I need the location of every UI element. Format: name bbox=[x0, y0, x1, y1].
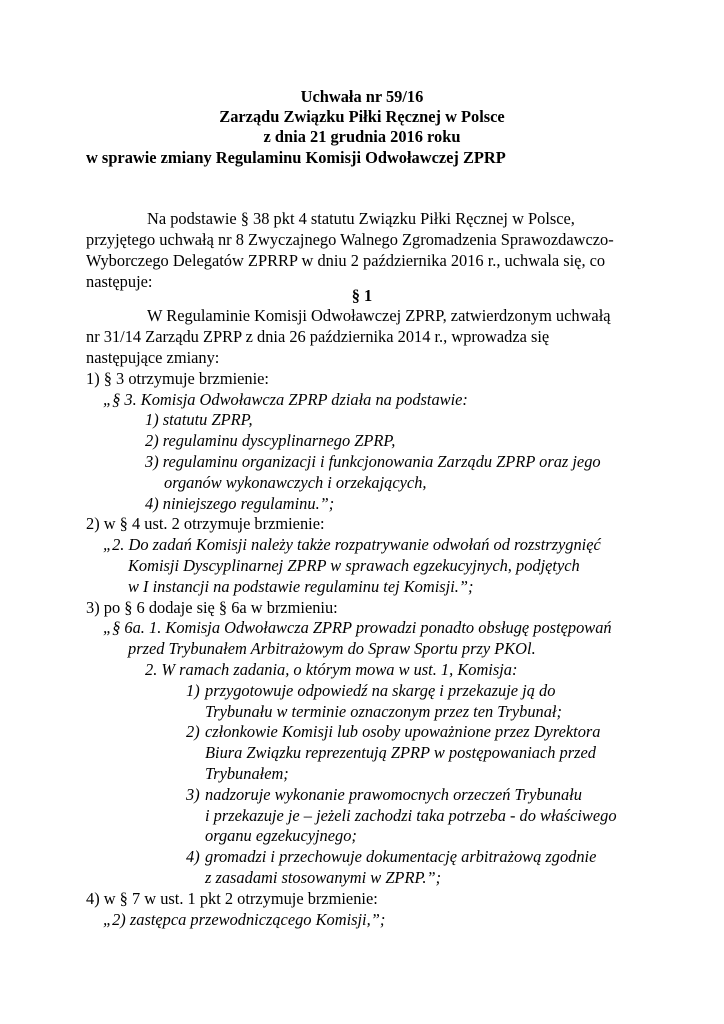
quoted-list-item: 1) statutu ZPRP, bbox=[145, 410, 253, 429]
change-item-heading: 3) po § 6 dodaje się § 6a w brzmieniu: bbox=[86, 598, 338, 617]
quoted-list-item-continuation: Biura Związku reprezentują ZPRP w postępowaniach przed bbox=[205, 743, 596, 762]
quoted-list-item-continuation: z zasadami stosowanymi w ZPRP.”; bbox=[205, 868, 442, 887]
quoted-list-item: członkowie Komisji lub osoby upoważnione przez Dyrektora bbox=[205, 722, 601, 741]
quoted-list-item: 3) regulaminu organizacji i funkcjonowania Zarządu ZPRP oraz jego bbox=[145, 452, 601, 471]
resolution-date: z dnia 21 grudnia 2016 roku bbox=[263, 127, 461, 146]
quoted-list-number: 4) bbox=[186, 847, 200, 866]
quoted-text-line: w I instancji na podstawie regulaminu tej Komisji.”; bbox=[128, 577, 474, 596]
change-item-heading: 2) w § 4 ust. 2 otrzymuje brzmienie: bbox=[86, 514, 325, 533]
quoted-list-item: 2) regulaminu dyscyplinarnego ZPRP, bbox=[145, 431, 396, 450]
quoted-text-line: „2. Do zadań Komisji należy także rozpatrywanie odwołań od rozstrzygnięć bbox=[103, 535, 601, 554]
quoted-list-item: gromadzi i przechowuje dokumentację arbitrażową zgodnie bbox=[205, 847, 597, 866]
quoted-text-line: „2) zastępca przewodniczącego Komisji,”; bbox=[103, 910, 386, 929]
section-intro-line: W Regulaminie Komisji Odwoławczej ZPRP, zatwierdzonym uchwałą bbox=[147, 306, 611, 325]
quoted-list-item-continuation: Trybunałem; bbox=[205, 764, 289, 783]
quoted-text-line: 2. W ramach zadania, o którym mowa w ust. 1, Komisja: bbox=[145, 660, 518, 679]
quoted-text-line: „§ 6a. 1. Komisja Odwoławcza ZPRP prowadzi ponadto obsługę postępowań bbox=[103, 618, 612, 637]
quoted-text-line: „§ 3. Komisja Odwoławcza ZPRP działa na podstawie: bbox=[103, 390, 468, 409]
preamble-line: Na podstawie § 38 pkt 4 statutu Związku Piłki Ręcznej w Polsce, bbox=[147, 209, 575, 228]
quoted-list-number: 1) bbox=[186, 681, 200, 700]
resolution-number: Uchwała nr 59/16 bbox=[300, 87, 424, 106]
issuing-body: Zarządu Związku Piłki Ręcznej w Polsce bbox=[219, 107, 505, 126]
change-item-heading: 4) w § 7 w ust. 1 pkt 2 otrzymuje brzmienie: bbox=[86, 889, 378, 908]
resolution-subject: w sprawie zmiany Regulaminu Komisji Odwoławczej ZPRP bbox=[86, 148, 506, 167]
quoted-list-number: 3) bbox=[186, 785, 200, 804]
quoted-list-item: przygotowuje odpowiedź na skargę i przekazuje ją do bbox=[205, 681, 556, 700]
preamble-line: następuje: bbox=[86, 272, 153, 291]
quoted-list-item-continuation: organów wykonawczych i orzekających, bbox=[164, 473, 427, 492]
quoted-list-item-continuation: Trybunału w terminie oznaczonym przez ten Trybunał; bbox=[205, 702, 562, 721]
quoted-text-line: Komisji Dyscyplinarnej ZPRP w sprawach egzekucyjnych, podjętych bbox=[128, 556, 580, 575]
section-intro-line: następujące zmiany: bbox=[86, 348, 220, 367]
quoted-list-item-continuation: organu egzekucyjnego; bbox=[205, 826, 357, 845]
section-heading: § 1 bbox=[351, 286, 373, 305]
preamble-line: przyjętego uchwałą nr 8 Zwyczajnego Walnego Zgromadzenia Sprawozdawczo- bbox=[86, 230, 614, 249]
change-item-heading: 1) § 3 otrzymuje brzmienie: bbox=[86, 369, 269, 388]
quoted-list-number: 2) bbox=[186, 722, 200, 741]
quoted-list-item-continuation: i przekazuje je – jeżeli zachodzi taka potrzeba - do właściwego bbox=[205, 806, 617, 825]
quoted-list-item: nadzoruje wykonanie prawomocnych orzeczeń Trybunału bbox=[205, 785, 582, 804]
section-intro-line: nr 31/14 Zarządu ZPRP z dnia 26 października 2014 r., wprowadza się bbox=[86, 327, 550, 346]
quoted-list-item: 4) niniejszego regulaminu.”; bbox=[145, 494, 335, 513]
quoted-text-line: przed Trybunałem Arbitrażowym do Spraw Sportu przy PKOl. bbox=[128, 639, 536, 658]
preamble-line: Wyborczego Delegatów ZPRRP w dniu 2 października 2016 r., uchwala się, co bbox=[86, 251, 606, 270]
